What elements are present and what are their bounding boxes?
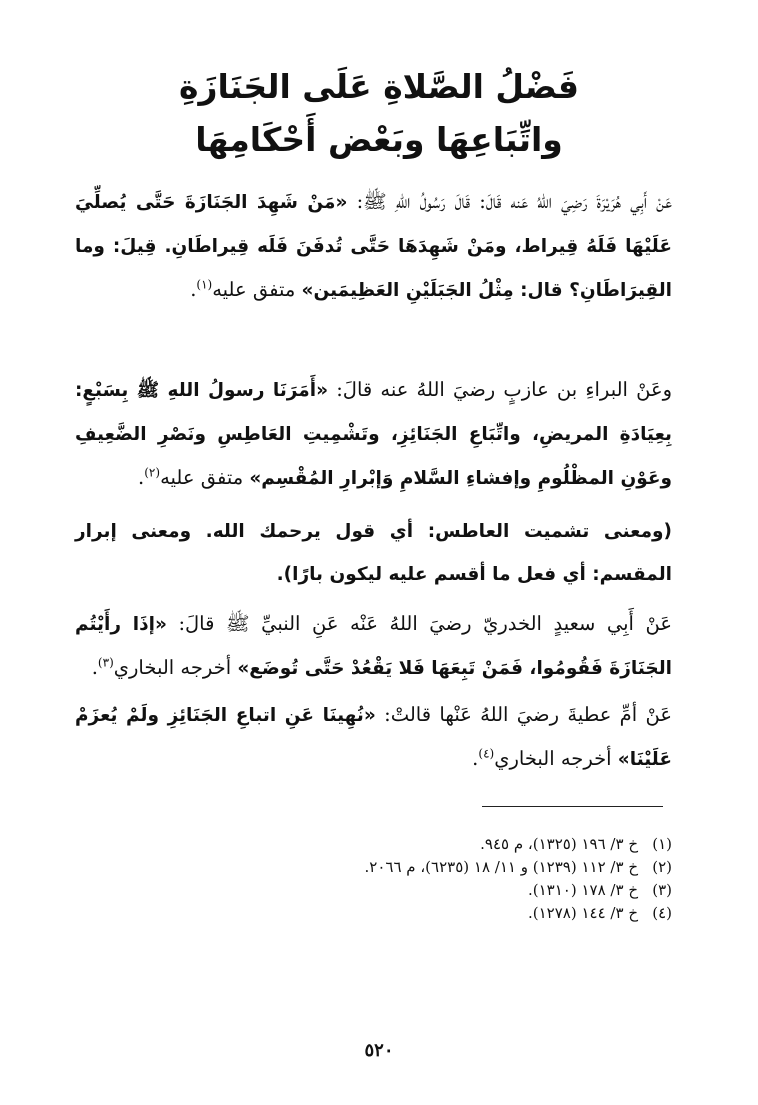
footnote-ref: (٤): [478, 746, 495, 761]
footnote-item: [200, 856, 672, 879]
footnote-number: (٣): [652, 881, 672, 899]
hadith-quote: «إذَا رأَيْتُم الجَنَازَةَ فَقُومُوا، فَمَنْ تَبِعَهَا فَلا يَقْعُدْ حَتَّى تُوضَع»: [75, 614, 672, 679]
page-number: ٥٢٠: [364, 1040, 394, 1061]
footnote-divider: [482, 806, 663, 807]
footnote-item: [200, 879, 672, 902]
footnote-number: (٤): [652, 904, 672, 922]
hadith-quote: «مَنْ شَهِدَ الجَنَازَةَ حَتَّى يُصلِّيَ عَلَيْهَا فَلَهُ قِيراط، ومَنْ شَهِدَهَا حَتَّى تُدفَنَ فَلَه قِيراطَانِ. قِيلَ: وما القِيرَاطَانِ؟ قال: مِثْلُ الجَبَلَيْنِ العَظِيمَين»: [75, 192, 672, 301]
footnote-item: [200, 833, 672, 856]
footnote-item: [200, 902, 672, 925]
hadith-intro: وعَنْ البراءِ بن عازبٍ رضيَ اللهُ عنه قالَ:: [328, 378, 673, 401]
footnote-ref: (١): [196, 277, 213, 292]
footnote-number: (٢): [652, 858, 672, 876]
footnotes-list: [200, 833, 672, 925]
hadith-source: أخرجه البخاري: [113, 656, 238, 679]
chapter-title-line-2: واتِّبَاعِهَا وبَعْض أَحْكَامِهَا: [195, 120, 563, 159]
footnote-ref: (٣): [97, 655, 114, 670]
footnote-text: خ ٣/ ١٤٤ (١٢٧٨).: [528, 904, 638, 922]
hadith-paragraph-3: عَنْ أَبِي سعيدٍ الخدريّ رضيَ اللهُ عَنْه عَنِ النبيِّ ﷺ قالَ: «إذَا رأَيْتُم الجَنَازَةَ فَقُومُوا، فَمَنْ تَبِعَهَا فَلا يَقْعُدْ حَتَّى تُوضَع» أخرجه البخاري$^{(٣)}$.: [75, 612, 672, 679]
hadith-intro: عَنْ أَبِي سعيدٍ الخدريّ رضيَ اللهُ عَنْه عَنِ النبيِّ ﷺ قالَ:: [166, 612, 672, 635]
hadith-quote: «أَمَرَنَا رسولُ اللهِ ﷺ بِسَبْعٍ: بِعِيَادَةِ المريضِ، واتِّبَاعِ الجَنَائِزِ، وتَشْمِيتِ العَاطِسِ ونَصْرِ الضَّعِيفِ وعَوْنِ المظْلُومِ وإفشاءِ السَّلامِ وَإبْرارِ المُقْسِم»: [75, 380, 672, 489]
hadith-intro: عَنْ أَبِي هُرَيْرَةَ رَضِيَ اللهُ عَنه قَالَ: قَالَ رَسُولُ اللهِ ﷺ:: [347, 190, 672, 213]
footnote-text: خ ٣/ ١٩٦ (١٣٢٥)، م ٩٤٥.: [480, 835, 638, 853]
hadith-intro: عَنْ أمِّ عطيةَ رضيَ اللهُ عَنْها قالتْ:: [375, 703, 672, 726]
explanation-paragraph: (ومعنى تشميت العاطس: أي قول يرحمك الله. ومعنى إبرار المقسم: أي فعل ما أقسم عليه ليكون بارًا).: [75, 521, 672, 585]
hadith-paragraph-2: وعَنْ البراءِ بن عازبٍ رضيَ اللهُ عنه قالَ: «أَمَرَنَا رسولُ اللهِ ﷺ بِسَبْعٍ: بِعِيَادَةِ المريضِ، واتِّبَاعِ الجَنَائِزِ، وتَشْمِيتِ العَاطِسِ ونَصْرِ الضَّعِيفِ وعَوْنِ المظْلُومِ وإفشاءِ السَّلامِ وَإبْرارِ المُقْسِم» متفق عليه$^{(٢)}$.: [75, 378, 673, 489]
footnote-text: خ ٣/ ١١٢ (١٢٣٩) و ١١/ ١٨ (٦٢٣٥)، م ٢٠٦٦.: [364, 858, 638, 876]
footnote-text: خ ٣/ ١٧٨ (١٣١٠).: [528, 881, 638, 899]
hadith-source: متفق عليه: [212, 278, 302, 301]
hadith-quote: «نُهِينَا عَنِ اتباعِ الجَنَائِزِ ولَمْ يُعزَمْ عَلَيْنَا»: [75, 705, 672, 770]
chapter-title-line-1: فَضْلُ الصَّلاةِ عَلَى الجَنَازَةِ: [178, 67, 580, 106]
hadith-source: متفق عليه: [160, 466, 250, 489]
footnote-ref: (٢): [144, 465, 161, 480]
footnote-number: (١): [652, 835, 672, 853]
hadith-paragraph-1: عَنْ أَبِي هُرَيْرَةَ رَضِيَ اللهُ عَنه قَالَ: قَالَ رَسُولُ اللهِ ﷺ: «مَنْ شَهِدَ الجَنَازَةَ حَتَّى يُصلِّيَ عَلَيْهَا فَلَهُ قِيراط، ومَنْ شَهِدَهَا حَتَّى تُدفَنَ فَلَه قِيراطَانِ. قِيلَ: وما القِيرَاطَانِ؟ قال: مِثْلُ الجَبَلَيْنِ العَظِيمَين» متفق عليه$^{(١)}$.: [75, 190, 672, 301]
hadith-source: أخرجه البخاري: [494, 747, 618, 770]
hadith-paragraph-4: عَنْ أمِّ عطيةَ رضيَ اللهُ عَنْها قالتْ: «نُهِينَا عَنِ اتباعِ الجَنَائِزِ ولَمْ يُعزَمْ عَلَيْنَا» أخرجه البخاري$^{(٤)}$.: [75, 703, 672, 770]
